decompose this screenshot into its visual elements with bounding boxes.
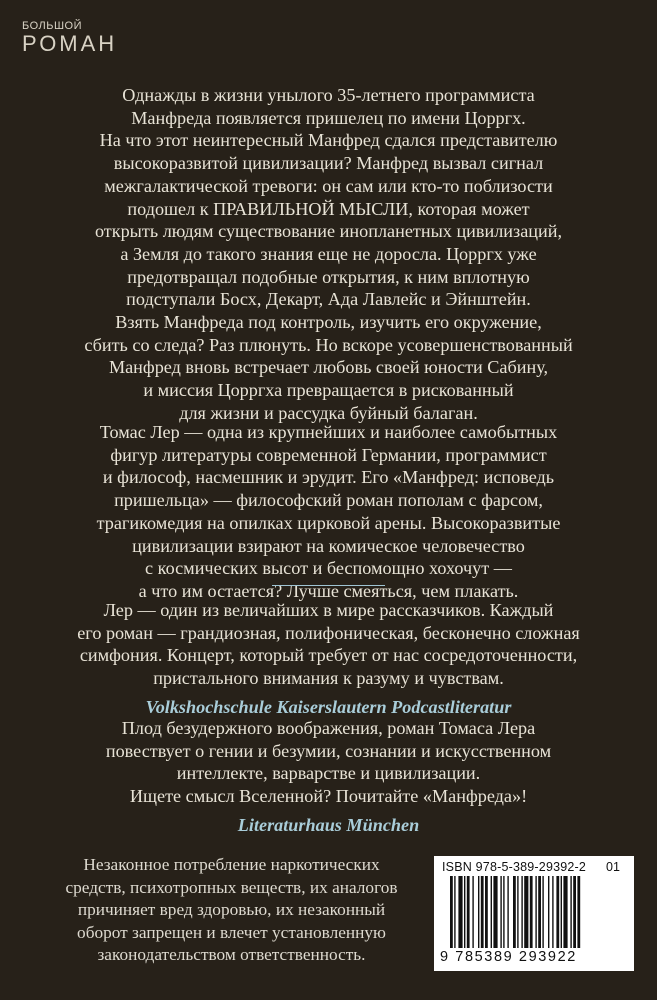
text-line: Ищете смысл Вселенной? Почитайте «Манфреда»!: [129, 786, 528, 807]
section-divider: [272, 585, 385, 586]
barcode-bars: [450, 876, 618, 948]
text-line: межгалактической тревоги: он сам или кто-то поблизости: [104, 175, 553, 196]
text-line: пришельца» — философский роман пополам с фарсом,: [114, 490, 543, 511]
barcode-addon: 01: [606, 860, 620, 874]
series-label-big: РОМАН: [22, 31, 118, 56]
text-line: причиняет вред здоровью, их незаконный: [77, 900, 386, 920]
text-line: сбить со следа? Раз плюнуть. Но вскоре усовершенствованный: [84, 334, 573, 355]
series-label-small: БОЛЬШОЙ: [22, 20, 83, 32]
series-logo: [22, 20, 117, 56]
review-quote-2: [40, 717, 617, 837]
text-line: Незаконное потребление наркотических: [83, 855, 380, 874]
ean-digits: 9 785389 293922: [440, 949, 577, 965]
text-line: подступали Босх, Декарт, Ада Лавлейс и Эйнштейн.: [126, 289, 531, 310]
isbn-barcode: [434, 856, 634, 971]
text-line: Однажды в жизни унылого 35-летнего программиста: [122, 85, 535, 105]
text-line: интеллекте, варварстве и цивилизации.: [176, 763, 481, 784]
text-line: законодательством ответственность.: [97, 945, 366, 965]
text-line: а что им остается? Лучше смеяться, чем плакать.: [138, 580, 519, 601]
text-line: симфония. Концерт, который требует от нас сосредоточенности,: [79, 645, 578, 666]
text-line: Взять Манфреда под контроль, изучить его окружение,: [115, 312, 542, 333]
text-line: Лер — один из величайших в мире рассказчиков. Каждый: [103, 600, 554, 620]
text-line: повествует о гении и безумии, сознании и искусственном: [105, 740, 552, 761]
text-line: предотвращал подобные открытия, к ним вплотную: [127, 266, 530, 287]
text-line: его роман — грандиозная, полифоническая, бесконечно сложная: [77, 622, 580, 643]
text-line: Томас Лер — одна из крупнейших и наиболее самобытных: [99, 422, 558, 442]
quote-source: Volkshochschule Kaiserslautern Podcastliteratur: [145, 696, 512, 717]
text-line: Плод безудержного воображения, роман Томаса Лера: [121, 718, 536, 738]
text-line: открыть людям существование инопланетных цивилизаций,: [94, 221, 563, 242]
text-line: и миссия Цорргха превращается в рискованный: [143, 380, 514, 401]
text-line: а Земля до такого знания еще не доросла. Цорргх уже: [120, 243, 537, 264]
text-line: подошел к ПРАВИЛЬНОЙ МЫСЛИ, которая может: [127, 198, 530, 219]
text-line: с космических высот и беспомощно хохочут —: [145, 558, 512, 579]
text-line: Манфреда появляется пришелец по имени Цорргх.: [131, 107, 526, 128]
text-line: и философ, насмешник и эрудит. Его «Манфред: исповедь: [102, 467, 555, 488]
text-line: высокоразвитой цивилизации? Манфред вызвал сигнал: [113, 153, 544, 174]
blurb-paragraph: [40, 84, 617, 425]
review-quote-1: [40, 599, 617, 719]
text-line: для жизни и рассудка буйный балаган.: [179, 402, 478, 423]
legal-warning: [40, 854, 423, 967]
quote-source: Literaturhaus München: [237, 814, 420, 835]
text-line: средств, психотропных веществ, их аналогов: [65, 877, 398, 897]
text-line: фигур литературы современной Германии, программист: [110, 444, 547, 465]
text-line: цивилизации взирают на комическое человечество: [132, 535, 525, 556]
text-line: трагикомедия на опилках цирковой арены. Высокоразвитые: [96, 512, 561, 533]
text-line: Манфред вновь встречает любовь своей юности Сабину,: [108, 357, 549, 378]
author-paragraph: [40, 421, 617, 603]
text-line: На что этот неинтересный Манфред сдался представителю: [99, 130, 558, 151]
text-line: пристального внимания к разуму и чувствам.: [153, 668, 504, 689]
isbn-number: ISBN 978-5-389-29392-2: [442, 860, 587, 874]
text-line: оборот запрещен и влечет установленную: [77, 922, 386, 942]
